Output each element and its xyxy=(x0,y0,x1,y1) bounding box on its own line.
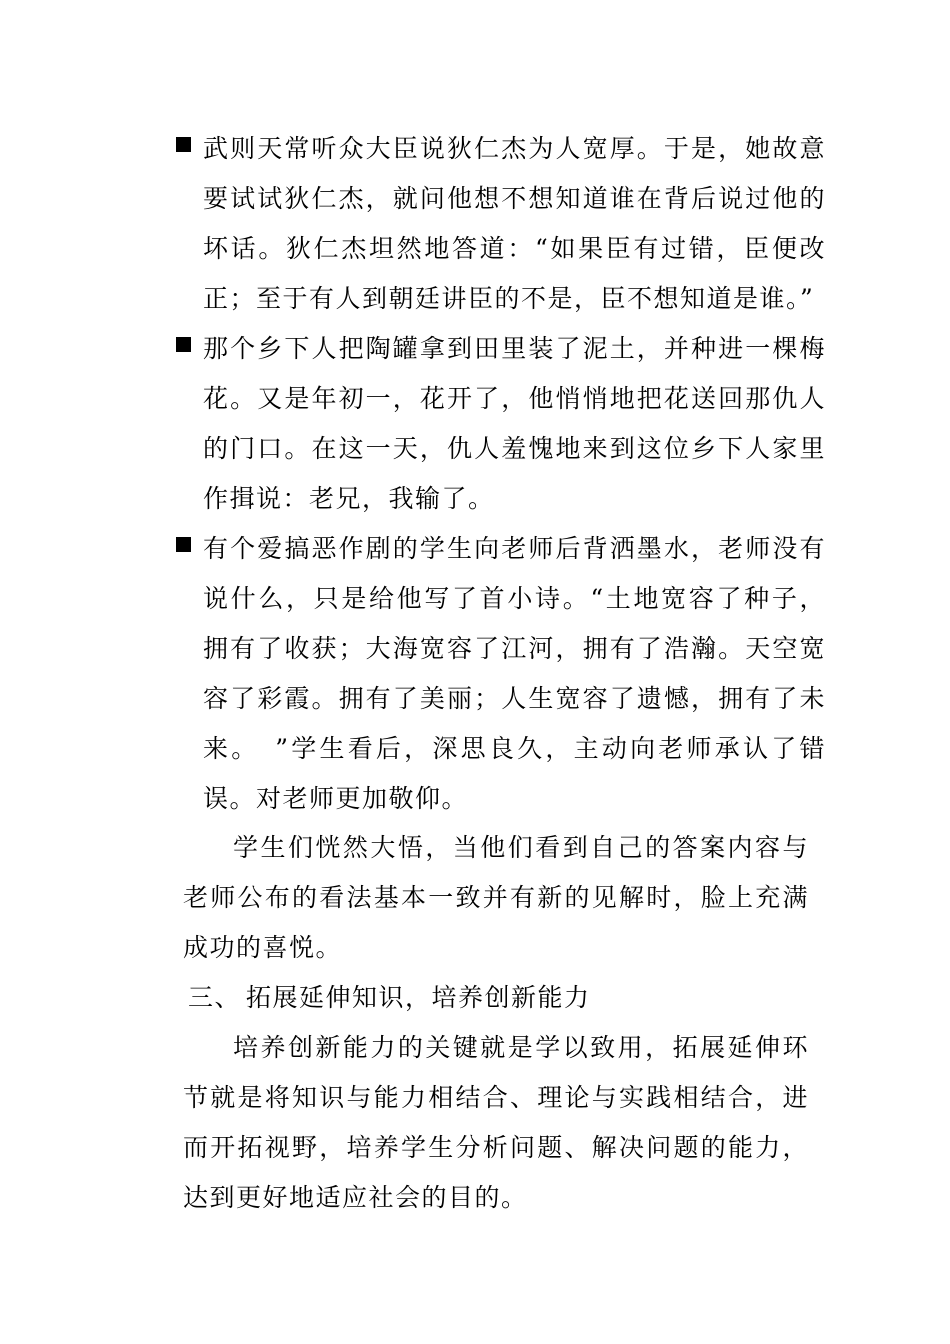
bullet-item-3 xyxy=(176,524,826,824)
paragraph-innovation: 培养创新能力的关键就是学以致用，拓展延伸环节就是将知识与能力相结合、理论与实践相结合，进而开拓视野，培养学生分析问题、解决问题的能力，达到更好地适应社会的目的。 xyxy=(183,1033,809,1212)
bullet-item-1 xyxy=(176,124,826,324)
bullet-text-3: 有个爱搞恶作剧的学生向老师后背洒墨水，老师没有说什么，只是给他写了首小诗。“土地宽容了种子，拥有了收获；大海宽容了江河，拥有了浩瀚。天空宽容了彩霞。拥有了美丽；人生宽容了遗憾，拥有了未来。 ”学生看后，深思良久，主动向老师承认了错误。对老师更加敬仰。 xyxy=(203,534,826,813)
paragraph-conclusion: 学生们恍然大悟，当他们看到自己的答案内容与老师公布的看法基本一致并有新的见解时，脸上充满成功的喜悦。 xyxy=(183,833,809,962)
section-heading xyxy=(188,973,788,1023)
bullet-item-2 xyxy=(176,324,826,524)
bullet-text-1: 武则天常听众大臣说狄仁杰为人宽厚。于是，她故意要试试狄仁杰，就问他想不想知道谁在背后说过他的坏话。狄仁杰坦然地答道：“如果臣有过错，臣便改正；至于有人到朝廷讲臣的不是，臣不想知道是谁。” xyxy=(203,134,826,313)
bullet-text-2: 那个乡下人把陶罐拿到田里装了泥土，并种进一棵梅花。又是年初一，花开了，他悄悄地把花送回那仇人的门口。在这一天，仇人羞愧地来到这位乡下人家里作揖说：老兄，我输了。 xyxy=(203,334,826,513)
section-number: 三、 xyxy=(188,983,242,1012)
square-bullet-icon xyxy=(176,337,191,352)
square-bullet-icon xyxy=(176,537,191,552)
square-bullet-icon xyxy=(176,137,191,152)
section-title: 拓展延伸知识，培养创新能力 xyxy=(246,983,591,1012)
